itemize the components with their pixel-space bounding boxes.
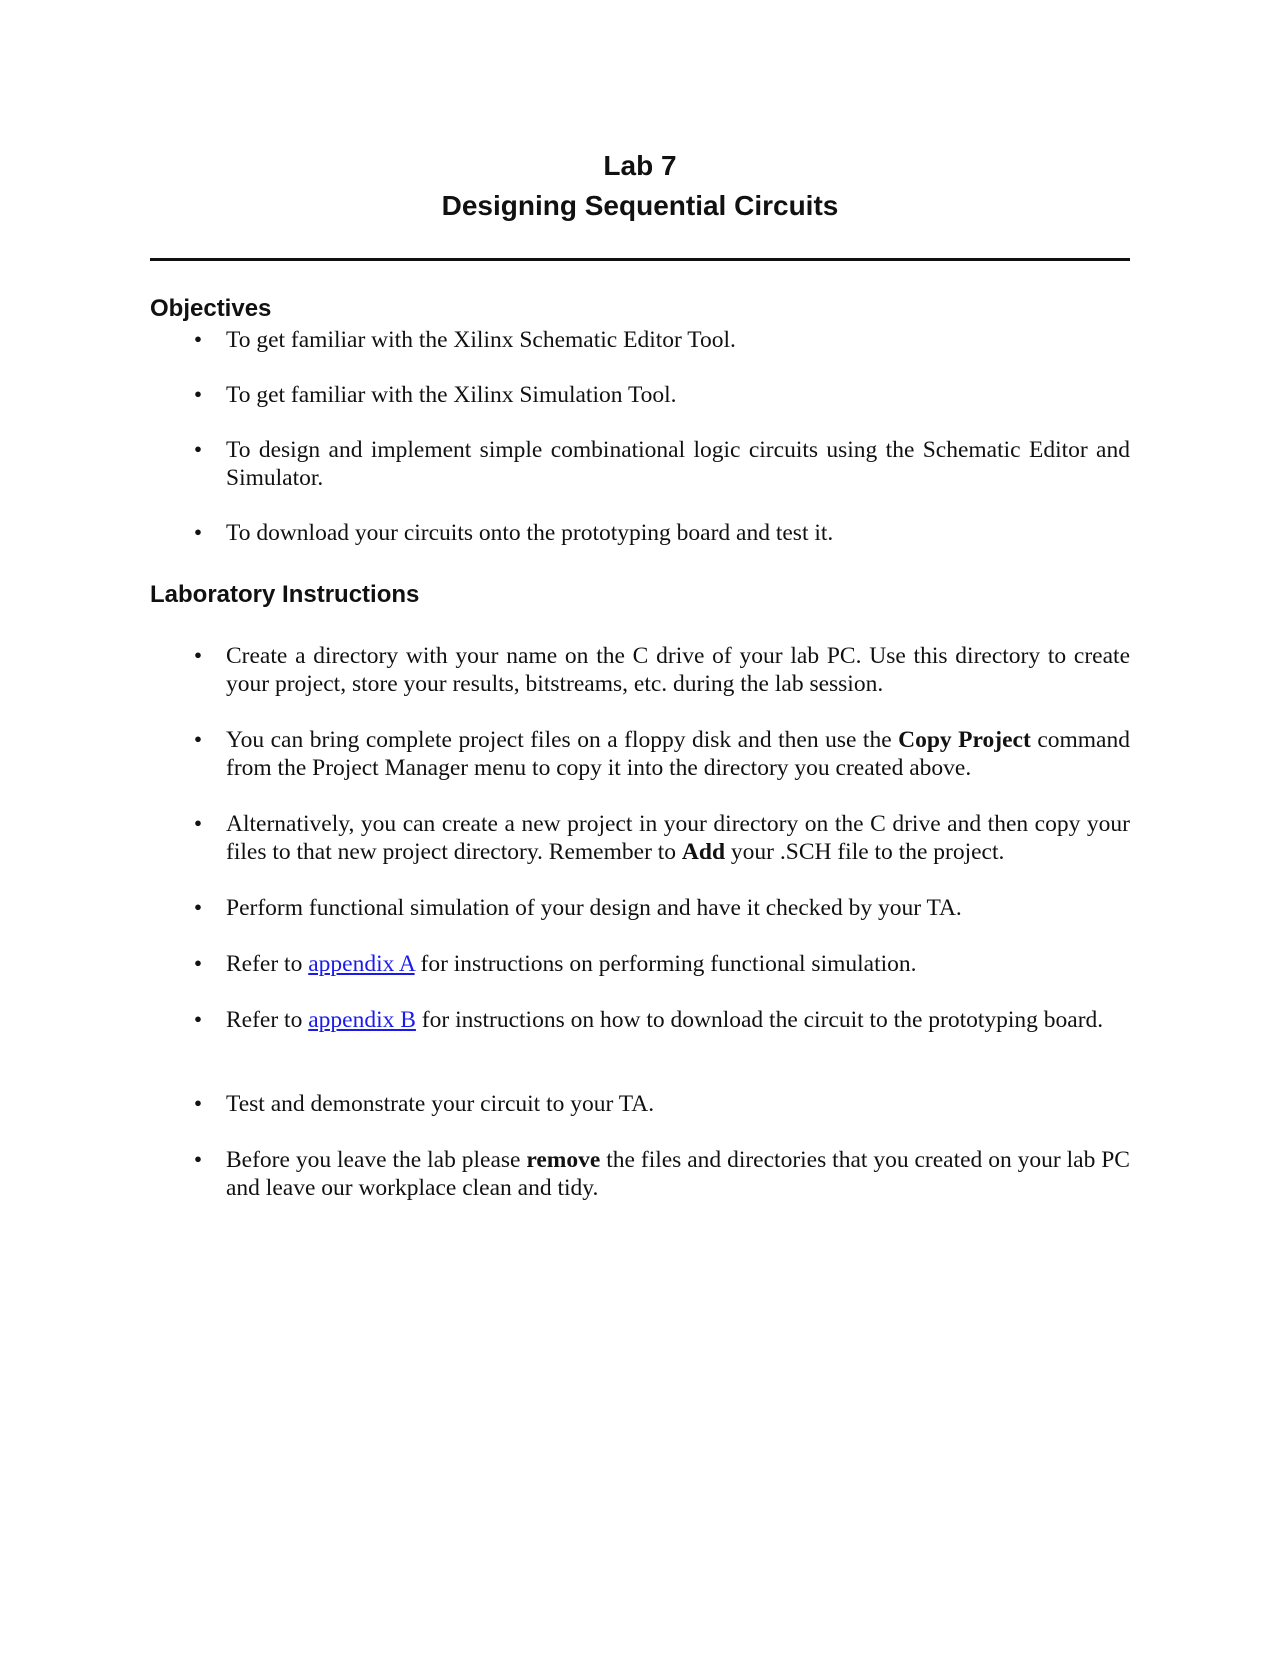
copy-project-command: Copy Project: [898, 727, 1031, 753]
text-run: the files and directories that you created on your lab PC and leave our workplace clean and tidy.: [226, 1147, 1130, 1201]
page-title: Designing Sequential Circuits: [441, 190, 839, 221]
instruction-text: [226, 810, 1130, 866]
appendix-b-link[interactable]: appendix B: [308, 1007, 416, 1033]
objective-text: To get familiar with the Xilinx Schematic Editor Tool.: [226, 327, 736, 353]
text-run: command from the Project Manager menu to copy it into the directory you created above.: [226, 727, 1130, 781]
instruction-text: [226, 726, 1130, 782]
text-run: Before you leave the lab please: [226, 1147, 527, 1173]
objective-item: [186, 381, 1130, 409]
objective-text: To download your circuits onto the prototyping board and test it.: [226, 520, 834, 546]
bullet-icon: •: [193, 327, 203, 353]
instruction-text: [226, 1146, 1130, 1202]
instruction-item: [186, 726, 1130, 782]
bullet-icon: •: [193, 895, 203, 921]
text-run: your .SCH file to the project.: [725, 839, 1005, 865]
bullet-icon: •: [193, 811, 203, 837]
bullet-icon: •: [193, 520, 203, 546]
text-run: for instructions on performing functional simulation.: [414, 951, 917, 977]
objective-text: To get familiar with the Xilinx Simulation Tool.: [226, 382, 677, 408]
instruction-item: [186, 642, 1130, 698]
lab-instructions-heading: Laboratory Instructions: [150, 581, 420, 608]
instruction-text: Test and demonstrate your circuit to your TA.: [226, 1091, 655, 1117]
instruction-item: [186, 810, 1130, 866]
instruction-item: [186, 894, 1130, 922]
instruction-item: [186, 1006, 1130, 1034]
instruction-text: Perform functional simulation of your design and have it checked by your TA.: [226, 895, 962, 921]
text-run: Refer to: [226, 951, 309, 977]
bullet-icon: •: [193, 1147, 203, 1173]
text-run: Alternatively, you can create a new project in your directory on the C drive and then copy your files to that new project directory. Remember to: [226, 811, 1130, 865]
add-command: Add: [681, 839, 726, 865]
instruction-text: Create a directory with your name on the C drive of your lab PC. Use this directory to create your project, store your results, bitstreams, etc. during the lab session.: [226, 643, 1130, 697]
objective-item: [186, 436, 1130, 492]
instruction-item: [186, 950, 1130, 978]
text-run: for instructions on how to download the circuit to the prototyping board.: [415, 1007, 1104, 1033]
bullet-icon: •: [193, 1007, 203, 1033]
bullet-icon: •: [193, 382, 203, 408]
instruction-item: [186, 1146, 1130, 1202]
text-run: You can bring complete project files on a floppy disk and then use the: [226, 727, 899, 753]
objective-text: To design and implement simple combinational logic circuits using the Schematic Editor and Simulator.: [226, 437, 1130, 491]
instruction-text: [226, 950, 1130, 978]
bullet-icon: •: [193, 951, 203, 977]
objectives-heading: Objectives: [150, 295, 272, 322]
instruction-item: [186, 1090, 1130, 1118]
bullet-icon: •: [193, 437, 203, 463]
bullet-icon: •: [193, 1091, 203, 1117]
bullet-icon: •: [193, 727, 203, 753]
bullet-icon: •: [193, 643, 203, 669]
text-run: Refer to: [226, 1007, 309, 1033]
objective-item: [186, 519, 1130, 547]
appendix-a-link[interactable]: appendix A: [308, 951, 415, 977]
remove-emphasis: remove: [526, 1147, 601, 1173]
instruction-text: [226, 1006, 1130, 1034]
title-divider: [150, 258, 1130, 261]
lab-number: Lab 7: [603, 150, 677, 181]
objective-item: [186, 326, 1130, 354]
